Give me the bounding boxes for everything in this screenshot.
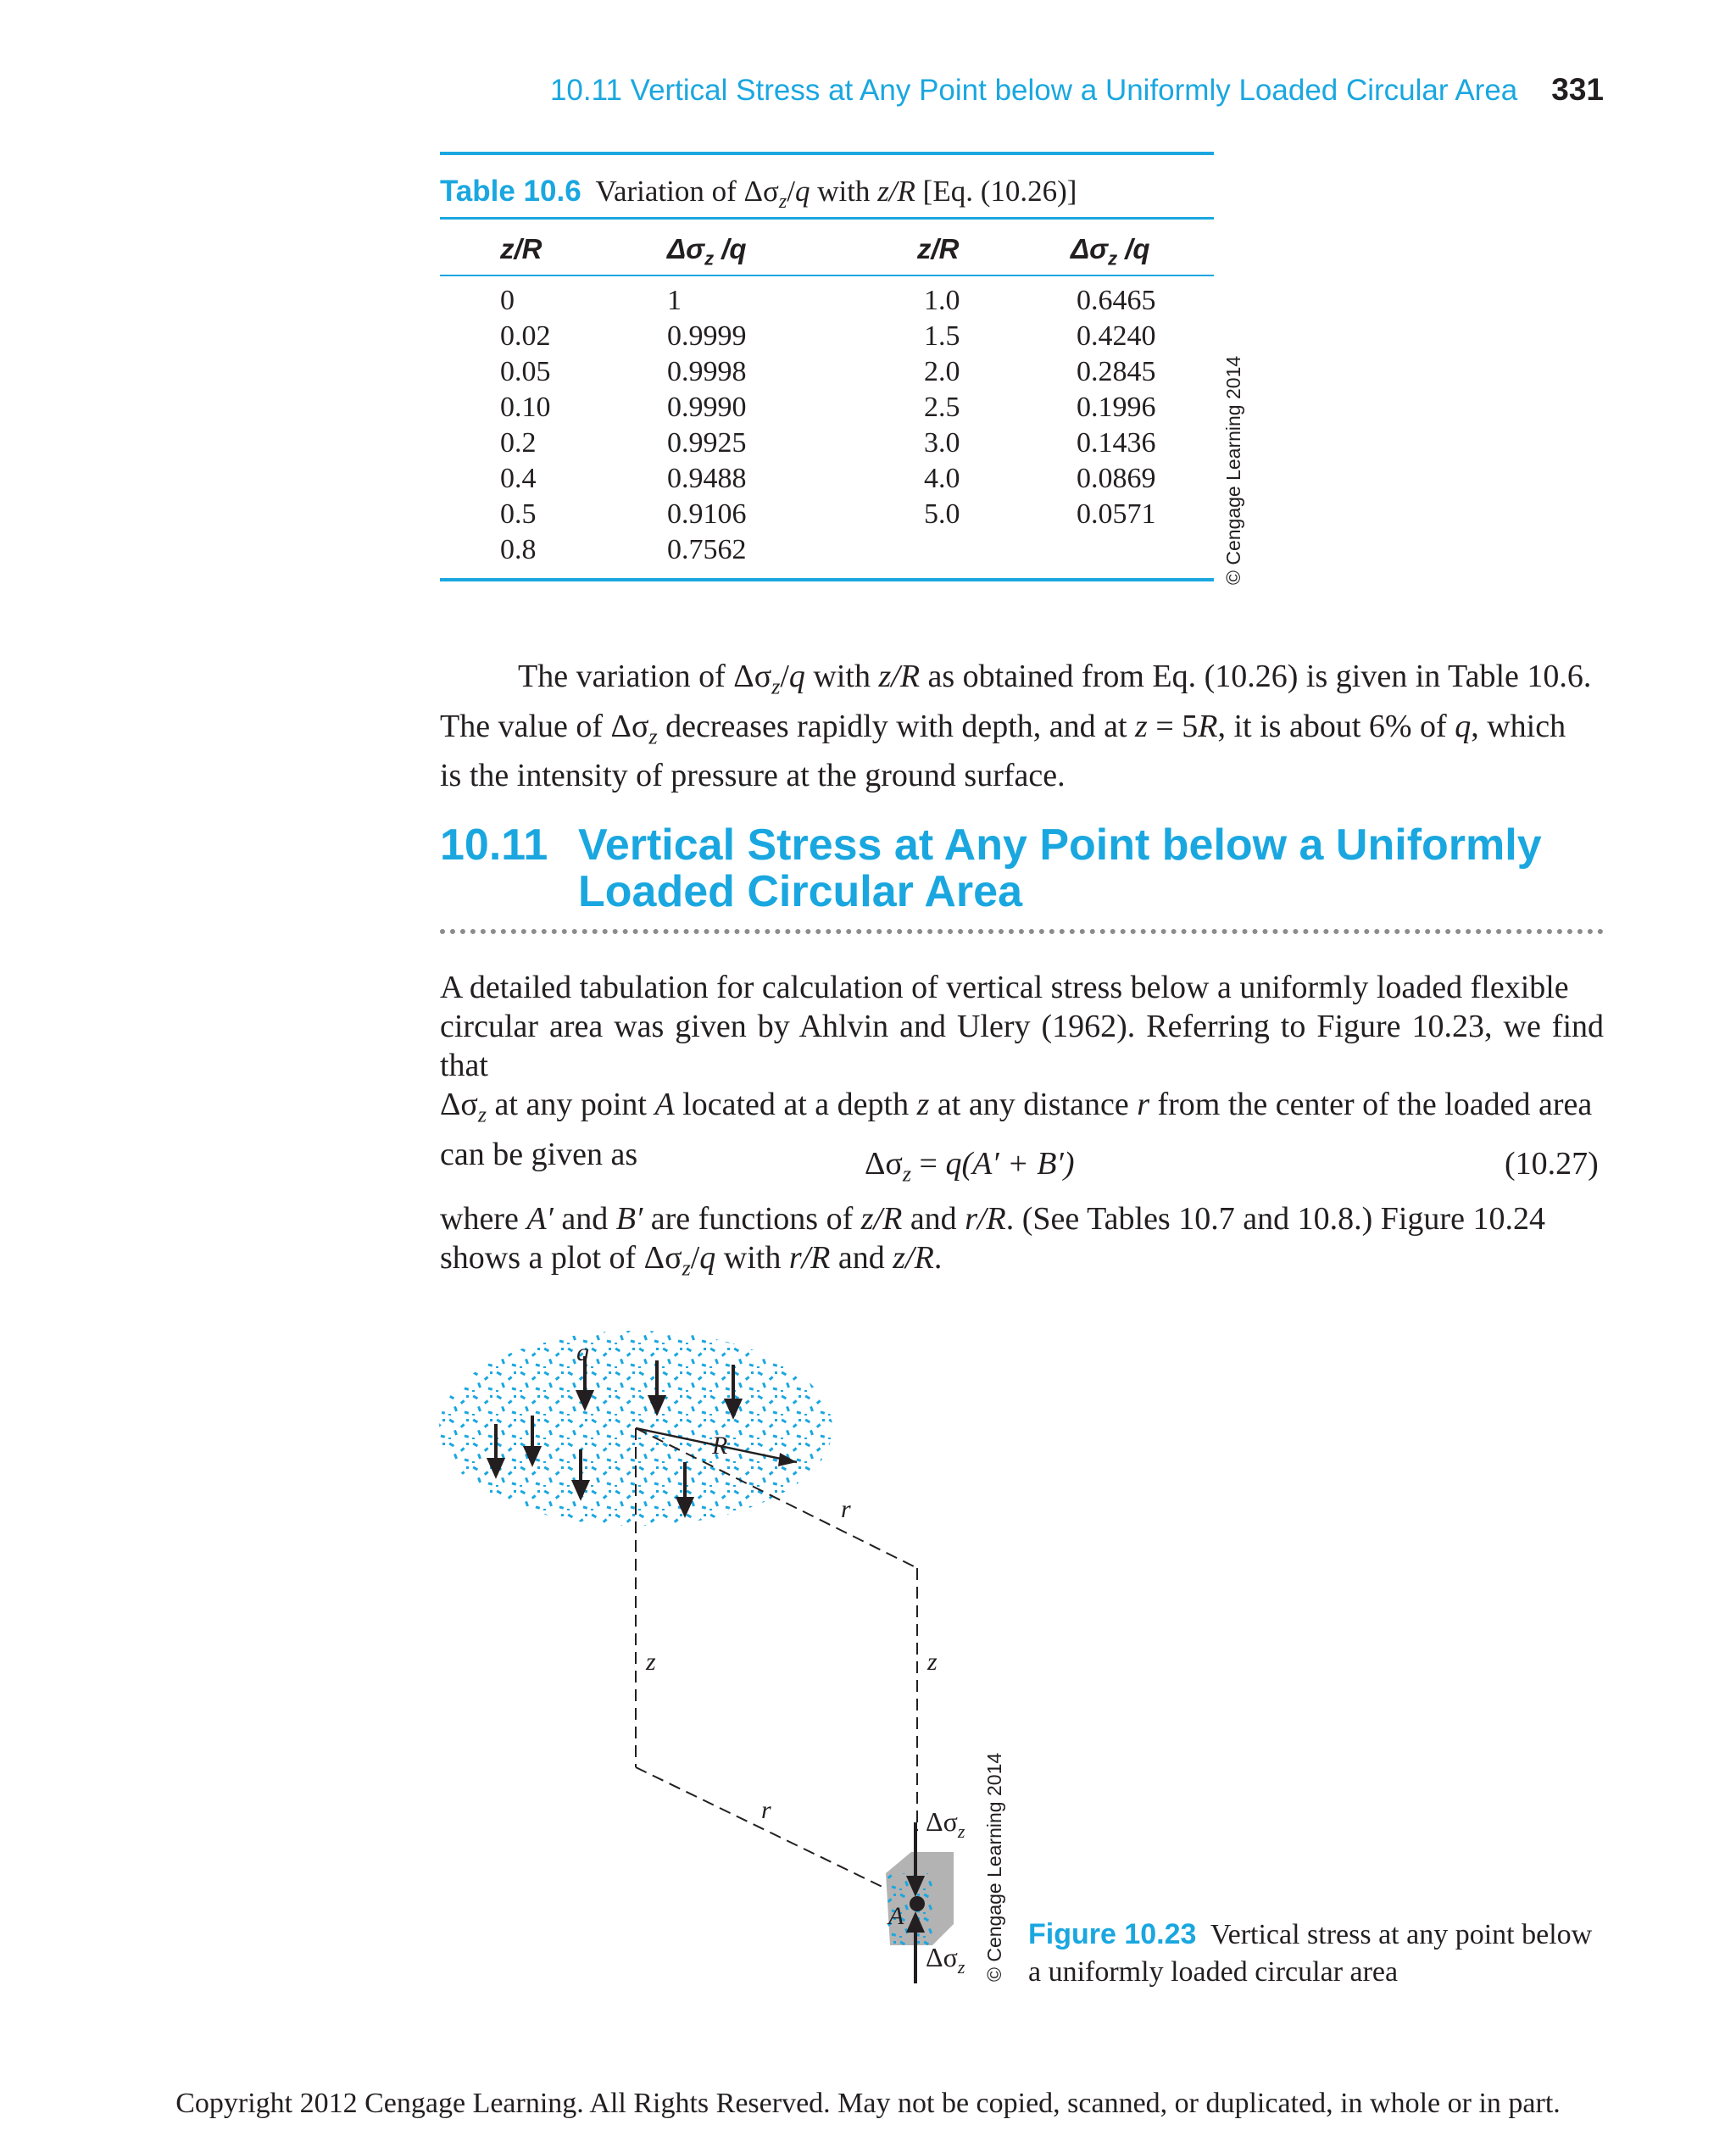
table-cell: 0.9925: [667, 427, 747, 459]
table-row: 0.10: [500, 392, 551, 423]
label-q: q: [576, 1338, 589, 1366]
header-ds: Δσ: [1071, 233, 1109, 264]
label-z-left: z: [646, 1648, 656, 1676]
var: r: [1137, 1087, 1149, 1122]
table-row: 0.2: [500, 427, 537, 459]
header-ds: Δσ: [667, 233, 705, 264]
figure-credit: © Cengage Learning 2014: [983, 1752, 1005, 1982]
table-caption-sub: z: [778, 191, 787, 213]
text: . (See Tables 10.7 and 10.8.) Figure 10.24: [1005, 1201, 1545, 1237]
var: q: [788, 659, 805, 694]
dsigma-text: Δσ: [926, 1806, 958, 1837]
table-row: 1.5: [924, 320, 960, 352]
paragraph-line: is the intensity of pressure at the ground surface.: [440, 758, 1066, 794]
paragraph-line: A detailed tabulation for calculation of vertical stress below a uniformly loaded flexible: [440, 970, 1569, 1005]
header-sub: z: [704, 248, 715, 270]
table-header-zr-1: z/R: [500, 233, 542, 264]
text: at any distance: [929, 1087, 1138, 1122]
table-row: 1.0: [924, 285, 960, 316]
table-header-ds-2: [1071, 232, 1150, 276]
table-top-rule: [440, 152, 1214, 155]
paragraph-3: [440, 1199, 1604, 1288]
dsigma-sub: z: [957, 1956, 965, 1977]
paragraph-line: [440, 657, 1604, 707]
table-cell: 0.4240: [1077, 320, 1156, 352]
var: r/R: [788, 1240, 831, 1276]
text: are functions of: [643, 1201, 861, 1237]
text: shows a plot of Δσ: [440, 1240, 682, 1276]
var: A: [654, 1087, 675, 1122]
equation-number: (10.27): [1505, 1146, 1599, 1182]
table-cell: 0.1996: [1077, 392, 1156, 423]
table-cell: 0.9990: [667, 392, 747, 423]
table-caption-zr: z/R: [877, 175, 915, 208]
table-caption-part: Variation of Δσ: [595, 175, 779, 208]
label-r-top: r: [841, 1495, 851, 1523]
text: and: [902, 1201, 965, 1237]
paragraph-line: [440, 1199, 1604, 1238]
figure-label: Figure 10.23: [1028, 1918, 1197, 1950]
section-number: 10.11: [440, 820, 548, 870]
table-caption-part: with: [810, 175, 878, 208]
table-row: 2.5: [924, 392, 960, 423]
eq-q: q: [945, 1146, 962, 1182]
equation: [865, 1144, 1074, 1194]
eq-sub: z: [902, 1161, 912, 1187]
dsigma-text: Δσ: [926, 1942, 958, 1972]
label-r-bottom: r: [761, 1796, 771, 1824]
page-number: 331: [1551, 72, 1604, 107]
running-head: [0, 73, 1604, 108]
var: R: [1198, 708, 1218, 744]
var: z: [916, 1087, 930, 1122]
label-dsigma-bottom: [926, 1942, 965, 1977]
sub: z: [477, 1102, 487, 1127]
text: /: [690, 1240, 700, 1276]
table-caption-q: q: [794, 175, 810, 208]
eq-lhs: Δσ: [865, 1146, 903, 1182]
table-row: 0.5: [500, 498, 537, 530]
text: = 5: [1147, 708, 1199, 744]
table-cell: 0.9488: [667, 463, 747, 494]
text: Δσ: [440, 1087, 478, 1122]
var: q: [1455, 708, 1472, 744]
table-bottom-rule: [440, 578, 1214, 581]
label-z-right: z: [927, 1648, 938, 1676]
table-row: 0.8: [500, 534, 537, 565]
paragraph-line: [440, 707, 1604, 757]
text: /: [780, 659, 789, 694]
table-row: 3.0: [924, 427, 960, 459]
table-row: 0.4: [500, 463, 537, 494]
copyright-footer: Copyright 2012 Cengage Learning. All Rights Reserved. May not be copied, scanned, or duplicated, in whole or in part.: [175, 2088, 1561, 2119]
var: z/R: [893, 1240, 934, 1276]
text: with: [804, 659, 879, 694]
sub: z: [648, 724, 658, 749]
header-sub: z: [1108, 248, 1118, 270]
text: located at a depth: [674, 1087, 917, 1122]
table-row: 5.0: [924, 498, 960, 530]
table-row: 0: [500, 285, 515, 316]
table-cell: 0.6465: [1077, 285, 1156, 316]
sub: z: [682, 1255, 691, 1281]
var: z/R: [860, 1201, 903, 1237]
table-cell: 0.1436: [1077, 427, 1156, 459]
figure-caption: [1028, 1916, 1622, 1991]
table-label: Table 10.6: [440, 175, 581, 208]
table-cell: 0.2845: [1077, 356, 1156, 387]
table-header-bottom-rule: [440, 275, 1214, 276]
label-R: R: [712, 1432, 728, 1460]
text: .: [933, 1240, 943, 1276]
table-credit: © Cengage Learning 2014: [1222, 355, 1244, 585]
text: and: [830, 1240, 893, 1276]
table-cell: 1: [667, 285, 682, 316]
var: A′: [526, 1201, 554, 1237]
point-A: [910, 1896, 925, 1911]
text: decreases rapidly with depth, and at: [657, 708, 1136, 744]
header-q: /q: [1117, 233, 1150, 264]
text: as obtained from Eq. (10.26) is given in Table 10.6.: [920, 659, 1592, 694]
table-cell: 0.9106: [667, 498, 747, 530]
table-row: 0.05: [500, 356, 551, 387]
table-row: 0.02: [500, 320, 551, 352]
table-header-rule: [440, 217, 1214, 220]
text: , it is about 6% of: [1217, 708, 1455, 744]
eq-sign: =: [911, 1146, 946, 1182]
paragraph-line: [440, 1085, 1604, 1135]
var: z: [1135, 708, 1148, 744]
table-caption-part: [Eq. (10.26)]: [915, 175, 1077, 208]
figure-caption-text-2: a uniformly loaded circular area: [1028, 1956, 1399, 1988]
table-caption: [440, 173, 1077, 220]
var: z/R: [878, 659, 921, 694]
paragraph-1: [440, 657, 1604, 795]
text: at any point: [487, 1087, 655, 1122]
sub: z: [771, 674, 781, 699]
table-header-ds-1: [667, 232, 747, 276]
figure-10-23-diagram: [424, 1322, 1017, 2000]
text: and: [553, 1201, 616, 1237]
text: where: [440, 1201, 527, 1237]
dsigma-sub: z: [957, 1821, 965, 1842]
dotted-divider: [440, 929, 1604, 934]
section-title-line1: Vertical Stress at Any Point below a Uniformly: [578, 820, 1542, 870]
table-row: 2.0: [924, 356, 960, 387]
paragraph-line: can be given as: [440, 1136, 638, 1172]
paragraph-line: circular area was given by Ahlvin and Ulery (1962). Referring to Figure 10.23, we find that: [440, 1009, 1604, 1083]
eq-rhs: (A′ + B′): [961, 1146, 1075, 1182]
paragraph-2: [440, 968, 1604, 1174]
table-cell: 0.0571: [1077, 498, 1156, 530]
table-caption-part: /: [787, 175, 795, 208]
running-head-title: 10.11 Vertical Stress at Any Point below a Uniformly Loaded Circular Area: [549, 74, 1518, 107]
table-cell: 0.7562: [667, 534, 747, 565]
table-header-zr-2: z/R: [917, 233, 960, 264]
table-cell: 0.9998: [667, 356, 747, 387]
text: , which: [1471, 708, 1566, 744]
section-title-line2: Loaded Circular Area: [578, 867, 1023, 916]
var: q: [699, 1240, 716, 1276]
text: with: [715, 1240, 789, 1276]
label-dsigma-top: [926, 1806, 965, 1842]
var: B′: [615, 1201, 643, 1237]
paragraph-line: [440, 1238, 1604, 1288]
header-q: /q: [714, 233, 747, 264]
section-heading: [440, 822, 1610, 915]
label-A: A: [888, 1902, 904, 1930]
text: The variation of Δσ: [518, 659, 772, 694]
text: from the center of the loaded area: [1149, 1087, 1593, 1122]
text: The value of Δσ: [440, 708, 649, 744]
table-cell: 0.0869: [1077, 463, 1156, 494]
figure-caption-text: Vertical stress at any point below: [1210, 1919, 1593, 1950]
table-cell: 0.9999: [667, 320, 747, 352]
table-row: 4.0: [924, 463, 960, 494]
var: r/R: [965, 1201, 1006, 1237]
